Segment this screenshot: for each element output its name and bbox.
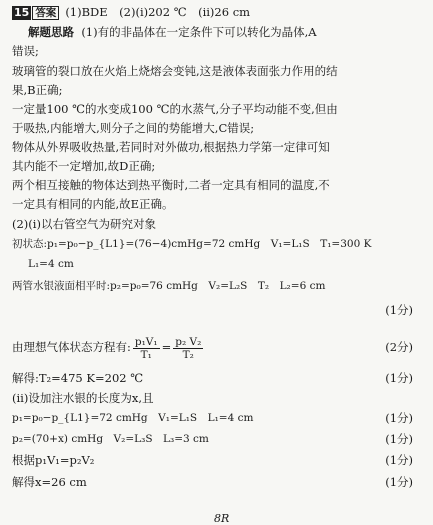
solution-line: L₁=4 cm [28,258,74,270]
solution-line: (2)(ⅰ)以右管空气为研究对象 [12,217,156,231]
solution-line: 错误; [12,44,39,58]
solution-line: 果,B正确; [12,83,63,97]
answer-badge: 答案 [32,6,59,20]
solution-line: 其内能不一定增加,故D正确; [12,159,156,173]
state-equation: 由理想气体状态方程有: $\frac{\text{p₁V₁}}{\text{T₁}}$ = $\frac{\text{p₂ V₂}}{\text{T₂}}$ [12,335,202,361]
answer-summary: (1)BDE (2)(ⅰ)202 ℃ (ⅱ)26 cm [65,5,251,19]
solution-line: 初状态:p₁=p₀−p_{L1}=(76−4)cmHg=72 cmHg V₁=L₁S T₁=300 K [12,238,372,250]
solution-line: (ⅱ)设加注水银的长度为x,且 [12,391,154,405]
solution-line: 两个相互接触的物体达到热平衡时,二者一定具有相同的温度,不 [12,178,330,192]
answer-header [12,4,250,20]
solution-line: 于吸热,内能增大,则分子之间的势能增大,C错误; [12,121,255,135]
score-mark: (1分) [385,371,413,385]
solution-line: p₂=(70+x) cmHg V₂=L₃S L₃=3 cm [12,433,209,445]
solution-line: p₁=p₀−p_{L1}=72 cmHg V₁=L₁S L₁=4 cm [12,412,254,424]
question-number: 15 [14,6,30,19]
fraction-left: $\frac{\text{p₁V₁}}{\text{T₁}}$ [134,335,158,361]
solution-line: 解题思路 (1)有的非晶体在一定条件下可以转化为晶体,A [28,25,317,39]
solution-line: 一定具有相同的内能,故E正确。 [12,197,174,211]
page-number: 8R [214,512,230,525]
solution-line: 解得x=26 cm [12,475,87,489]
fraction-right: $\frac{\text{p₂ V₂}}{\text{T₂}}$ [175,335,202,361]
score-mark: (1分) [385,453,413,467]
solution-line: 玻璃管的裂口放在火焰上烧熔会变钝,这是液体表面张力作用的结 [12,64,338,78]
solution-line: 一定量100 ℃的水变成100 ℃的水蒸气,分子平均动能不变,但由 [12,102,338,116]
score-mark: (1分) [385,303,413,317]
score-mark: (1分) [385,432,413,446]
solution-line: 根据p₁V₁=p₂V₂ [12,453,95,467]
solution-line: 两管水银液面相平时:p₂=p₀=76 cmHg V₂=L₂S T₂ L₂=6 cm [12,280,326,292]
solution-label: 解题思路 [28,25,74,39]
solution-line: 物体从外界吸收热量,若同时对外做功,根据热力学第一定律可知 [12,140,330,154]
solution-line: 解得:T₂=475 K=202 ℃ [12,371,144,385]
score-mark: (1分) [385,475,413,489]
score-mark: (1分) [385,411,413,425]
score-mark: (2分) [385,340,413,354]
